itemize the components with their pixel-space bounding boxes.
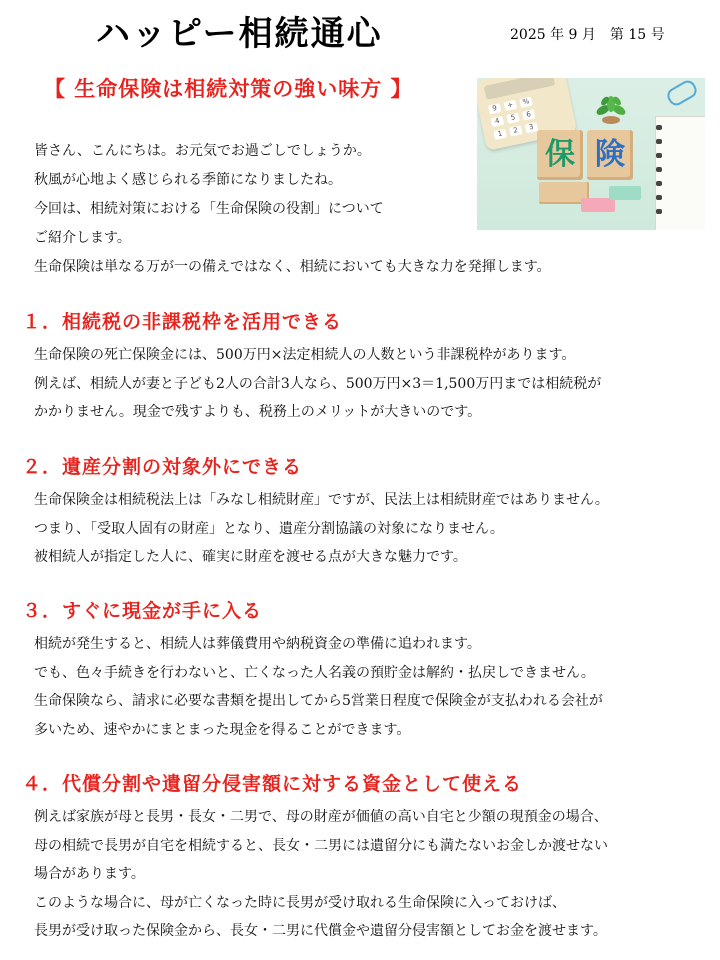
intro-line: ご紹介します。 xyxy=(34,230,131,246)
intro-line: 今回は、相続対策における「生命保険の役割」について xyxy=(34,201,384,217)
section-line: このような場合に、母が亡くなった時に長男が受け取れる生命保険に入っておけば、 xyxy=(34,894,566,911)
section-line: つまり、「受取人固有の財産」となり、遺産分割協議の対象になりません。 xyxy=(34,520,504,537)
calculator-screen xyxy=(484,78,555,100)
calculator-key: 1 xyxy=(493,129,507,140)
section-heading: ２．遺産分割の対象外にできる xyxy=(22,456,303,478)
section-line: 例えば家族が母と長男・長女・二男で、母の財産が価値の高い自宅と少額の現預金の場合、 xyxy=(34,809,608,825)
section-line: 多いため、速やかにまとまった現金を得ることができます。 xyxy=(34,721,411,738)
section-line: 例えば、相続人が妻と子ども2人の合計3人なら、500万円×3＝1,500万円までは相続税が xyxy=(34,375,602,392)
calculator-key: % xyxy=(519,97,533,108)
section-heading: １．相続税の非課税枠を活用できる xyxy=(22,311,343,333)
calculator-key: 3 xyxy=(525,122,539,133)
section-compensation-funds xyxy=(22,771,712,946)
section-tax-exemption xyxy=(22,309,712,427)
calculator-key: 5 xyxy=(506,113,520,124)
wooden-block-ken: 険 xyxy=(587,130,633,180)
section-line: 生命保険の死亡保険金には、500万円×法定相続人の人数という非課税枠があります。 xyxy=(34,347,576,363)
section-line: 生命保険なら、請求に必要な書類を提出してから5営業日程度で保険金が支払われる会社が xyxy=(34,693,603,709)
paperclip-icon xyxy=(665,78,700,108)
section-line: 被相続人が指定した人に、確実に財産を渡せる点が大きな魅力です。 xyxy=(34,549,467,565)
feature-headline: 【 生命保険は相続対策の強い味方 】 xyxy=(44,76,413,101)
section-quick-cash xyxy=(22,598,712,744)
plant-icon xyxy=(591,92,631,124)
section-body xyxy=(34,486,712,572)
section-body xyxy=(34,803,712,946)
notebook-icon xyxy=(655,116,705,230)
intro-line: 皆さん、こんにちは。お元気でお過ごしでしょうか。 xyxy=(34,143,371,159)
calculator-key: 4 xyxy=(491,116,505,127)
calculator-key: + xyxy=(504,100,518,111)
intro-line: 生命保険は単なる万が一の備えではなく、相続においても大きな力を発揮します。 xyxy=(34,259,551,275)
calculator-key: 6 xyxy=(522,109,536,120)
wooden-block-ho: 保 xyxy=(537,130,583,180)
section-heading: ３．すぐに現金が手に入る xyxy=(22,600,263,622)
section-line: 場合があります。 xyxy=(34,866,145,882)
newsletter-title: ハッピー相続通心 xyxy=(96,14,383,54)
section-line: 相続が発生すると、相続人は葬儀費用や納税資金の準備に追われます。 xyxy=(34,636,481,652)
calculator-key: 9 xyxy=(488,103,502,114)
section-line: でも、色々手続きを行わないと、亡くなった人名義の預貯金は解約・払戻しできません。 xyxy=(34,664,595,681)
section-body xyxy=(34,341,712,427)
section-estate-division xyxy=(22,454,712,572)
issue-date: 2025 年 9 月 第 15 号 xyxy=(510,27,665,43)
section-line: 母の相続で長男が自宅を相続すると、長女・二男には遺留分にも満たないお金しか渡せない xyxy=(34,837,608,854)
section-heading: ４．代償分割や遺留分侵害額に対する資金として使える xyxy=(22,773,523,795)
calculator-key: 2 xyxy=(509,125,523,136)
section-body xyxy=(34,630,712,744)
section-line: 生命保険金は相続税法上は「みなし相続財産」ですが、民法上は相続財産ではありません。 xyxy=(34,492,609,508)
section-line: 長男が受け取った保険金から、長女・二男に代償金や遺留分侵害額としてお金を渡せます。 xyxy=(34,923,607,939)
intro-paragraph xyxy=(34,137,654,282)
section-line: かかりません。現金で残すよりも、税務上のメリットが大きいのです。 xyxy=(34,404,482,420)
intro-line: 秋風が心地よく感じられる季節になりましたね。 xyxy=(34,172,342,188)
